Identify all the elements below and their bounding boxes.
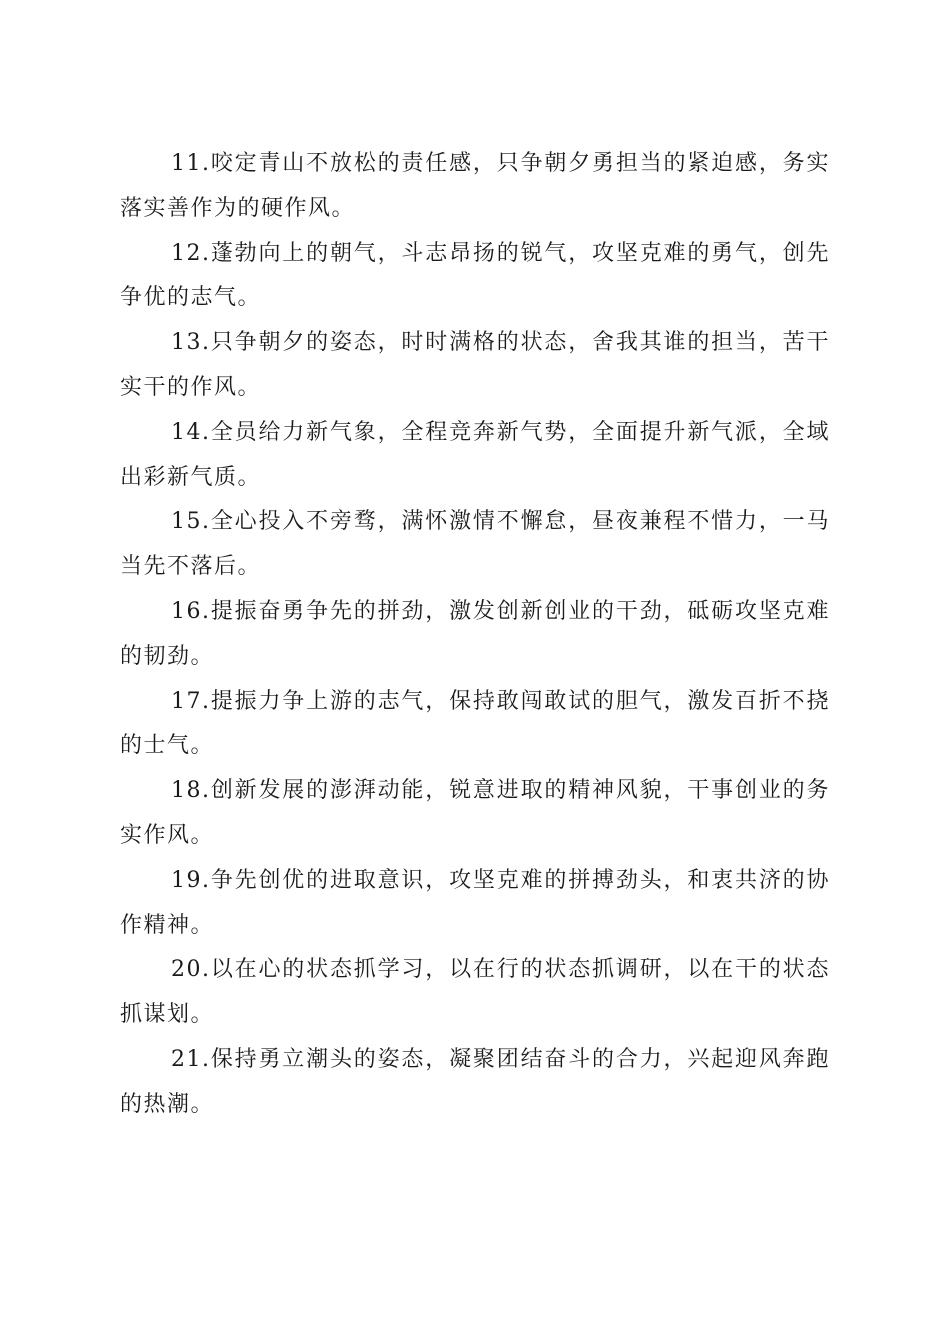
document-body	[120, 142, 830, 1128]
paragraph-15: 15.全心投入不旁骛，满怀激情不懈怠，昼夜兼程不惜力，一马当先不落后。	[120, 509, 830, 580]
paragraph-14: 14.全员给力新气象，全程竞奔新气势，全面提升新气派，全域出彩新气质。	[120, 419, 830, 490]
paragraph-11: 11.咬定青山不放松的责任感，只争朝夕勇担当的紧迫感，务实落实善作为的硬作风。	[120, 151, 830, 221]
paragraph-12: 12.蓬勃向上的朝气，斗志昂扬的锐气，攻坚克难的勇气，创先争优的志气。	[120, 240, 830, 311]
paragraph-17: 17.提振力争上游的志气，保持敢闯敢试的胆气，激发百折不挠的士气。	[120, 688, 830, 759]
paragraph-13: 13.只争朝夕的姿态，时时满格的状态，舍我其谁的担当，苦干实干的作风。	[120, 330, 830, 400]
paragraph-21: 21.保持勇立潮头的姿态，凝聚团结奋斗的合力，兴起迎风奔跑的热潮。	[120, 1046, 830, 1117]
paragraph-16: 16.提振奋勇争先的拼劲，激发创新创业的干劲，砥砺攻坚克难的韧劲。	[120, 598, 830, 669]
paragraph-18: 18.创新发展的澎湃动能，锐意进取的精神风貌，干事创业的务实作风。	[120, 778, 830, 848]
paragraph-20: 20.以在心的状态抓学习，以在行的状态抓调研，以在干的状态抓谋划。	[120, 957, 830, 1028]
paragraph-19: 19.争先创优的进取意识，攻坚克难的拼搏劲头，和衷共济的协作精神。	[120, 867, 830, 938]
